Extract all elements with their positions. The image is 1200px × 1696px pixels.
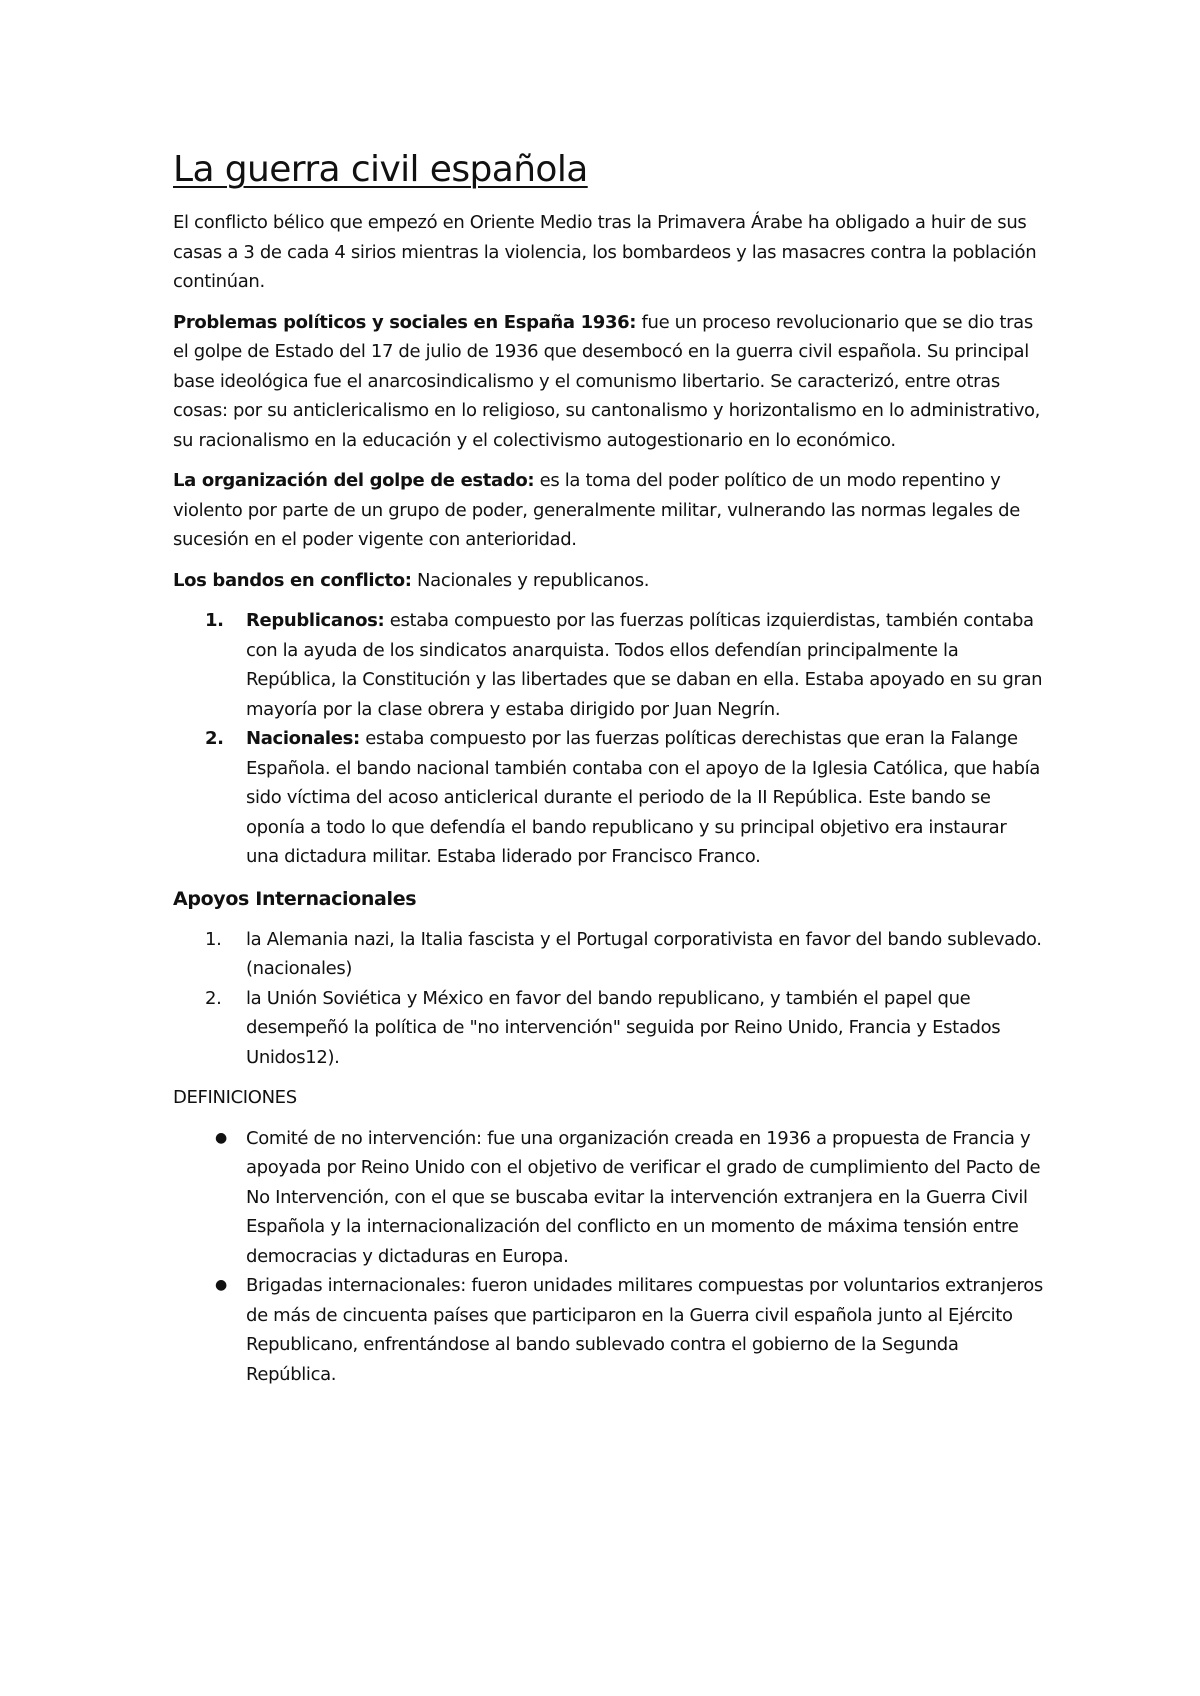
list-item [173, 1271, 1043, 1389]
list-number: 1. [205, 610, 224, 631]
bando-label: Republicanos: [246, 610, 385, 631]
bando-text: estaba compuesto por las fuerzas políticas derechistas que eran la Falange Española. el bando nacional también contaba con el apoyo de la Iglesia Católica, que había sido víctima del acoso anticlerical durante el periodo de la II República. Este bando se oponía a todo lo que defendía el bando republicano y su principal objetivo era instaurar una dictadura militar. Estaba liderado por Francisco Franco. [246, 728, 1040, 867]
problemas-paragraph [173, 308, 1043, 456]
apoyo-text: la Unión Soviética y México en favor del bando republicano, y también el papel que desempeñó la política de "no intervención" seguida por Reino Unido, Francia y Estados Unidos12). [246, 987, 1001, 1068]
problemas-text: fue un proceso revolucionario que se dio tras el golpe de Estado del 17 de julio de 1936 que desembocó en la guerra civil española. Su principal base ideológica fue el anarcosindicalismo y el comunismo libertario. Se caracterizó, entre otras cosas: por su anticlericalismo en lo religioso, su cantonalismo y horizontalismo en lo administrativo, su racionalismo en la educación y el colectivismo autogestionario en lo económico. [173, 311, 1041, 451]
list-item [173, 925, 1043, 984]
bandos-paragraph [173, 566, 1043, 596]
bandos-text: Nacionales y republicanos. [411, 569, 650, 591]
list-number: 2. [205, 987, 222, 1009]
organizacion-heading: La organización del golpe de estado: [173, 470, 535, 491]
organizacion-text: es la toma del poder político de un modo repentino y violento por parte de un grupo de poder, generalmente militar, vulnerando las normas legales de sucesión en el poder vigente con anterioridad. [173, 470, 1020, 550]
bandos-heading: Los bandos en conflicto: [173, 569, 412, 591]
list-item [173, 724, 1043, 872]
bando-text: estaba compuesto por las fuerzas políticas izquierdistas, también contaba con la ayuda de los sindicatos anarquista. Todos ellos defendían principalmente la República, la Constitución y las libertades que se daban en ella. Estaba apoyado en su gran mayoría por la clase obrera y estaba dirigido por Juan Negrín. [246, 610, 1043, 720]
apoyos-list [173, 925, 1043, 1073]
list-item [173, 606, 1043, 724]
problemas-heading: Problemas políticos y sociales en España 1936: [173, 311, 637, 333]
bando-label: Nacionales: [246, 728, 360, 749]
apoyo-text: la Alemania nazi, la Italia fascista y el Portugal corporativista en favor del bando sublevado. (nacionales) [246, 928, 1042, 979]
bullet-icon: ● [215, 1129, 227, 1146]
organizacion-paragraph [173, 466, 1043, 555]
definiciones-heading: DEFINICIONES [173, 1087, 297, 1108]
document-content [173, 150, 1043, 1400]
bullet-icon: ● [215, 1277, 227, 1293]
intro-paragraph: El conflicto bélico que empezó en Oriente Medio tras la Primavera Árabe ha obligado a huir de sus casas a 3 de cada 4 sirios mientras la violencia, los bombardeos y las masacres contra la población continúan. [173, 212, 1037, 292]
definicion-text: Comité de no intervención: fue una organización creada en 1936 a propuesta de Francia y apoyada por Reino Unido con el objetivo de verificar el grado de cumplimiento del Pacto de No Intervención, con el que se buscaba evitar la intervención extranjera en la Guerra Civil Española y la internacionalización del conflicto en un momento de máxima tensión entre democracias y dictaduras en Europa. [246, 1127, 1041, 1267]
apoyos-heading: Apoyos Internacionales [173, 887, 417, 910]
list-number: 1. [205, 928, 222, 950]
list-item [173, 1124, 1043, 1272]
page-title: La guerra civil española [173, 149, 588, 190]
definicion-text: Brigadas internacionales: fueron unidades militares compuestas por voluntarios extranjeros de más de cincuenta países que participaron en la Guerra civil española junto al Ejército Republicano, enfrentándose al bando sublevado contra el gobierno de la Segunda República. [246, 1275, 1043, 1385]
definiciones-list [173, 1124, 1043, 1390]
bandos-list [173, 606, 1043, 872]
list-number: 2. [205, 728, 224, 749]
list-item [173, 984, 1043, 1073]
